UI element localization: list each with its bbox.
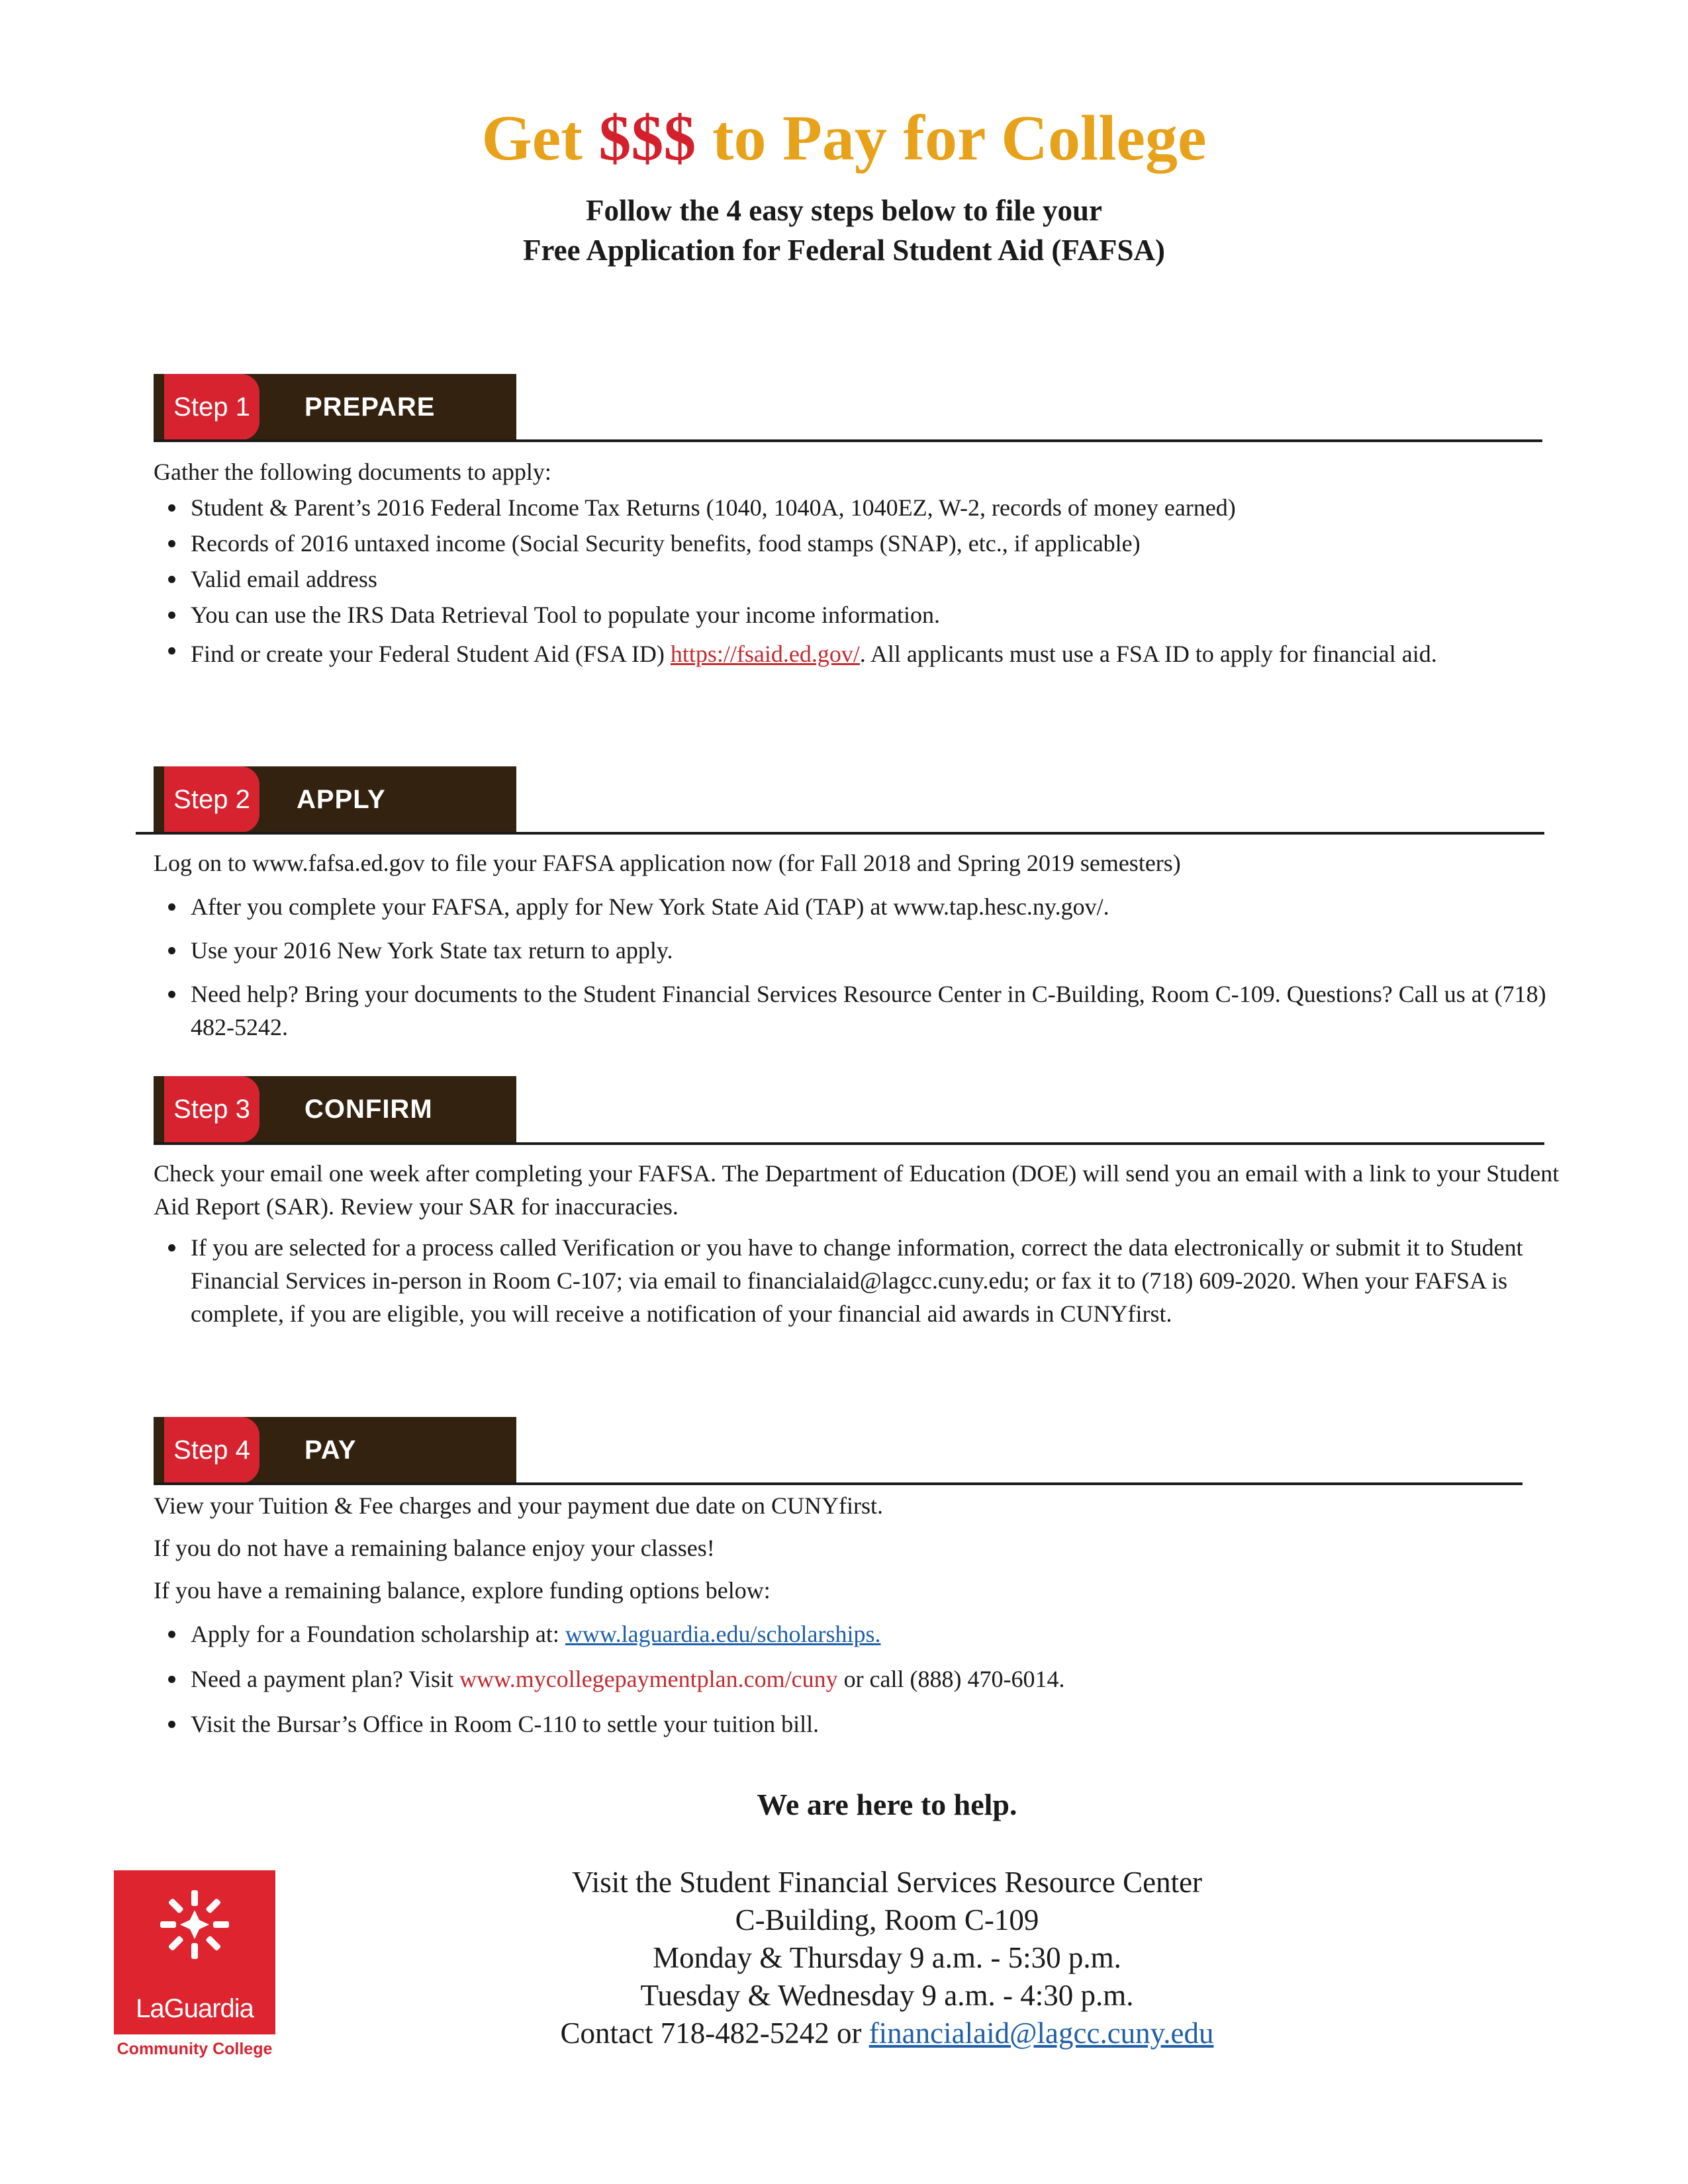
- step-1-content: [154, 455, 1590, 674]
- step-1-rule: [154, 439, 1542, 442]
- list-item: You can use the IRS Data Retrieval Tool to populate your income information.: [154, 598, 1590, 631]
- logo-subtitle: Community College: [117, 2040, 273, 2058]
- contact-line-4: Tuesday & Wednesday 9 a.m. - 4:30 p.m.: [640, 1979, 1134, 2012]
- step-2-tab: Step 2: [164, 766, 259, 833]
- step-3-name: CONFIRM: [305, 1094, 433, 1124]
- logo-name: LaGuardia: [136, 1994, 254, 2023]
- list-item: Valid email address: [154, 563, 1590, 596]
- step-4-line-3: If you have a remaining balance, explore funding options below:: [154, 1577, 771, 1604]
- subtitle-line-2: Free Application for Federal Student Aid (FAFSA): [523, 234, 1165, 267]
- contact-line-1: Visit the Student Financial Services Resource Center: [571, 1866, 1203, 1899]
- step-2-rule: [136, 832, 1544, 835]
- step-4-line-2: If you do not have a remaining balance enjoy your classes!: [154, 1535, 715, 1561]
- payment-text-after: or call (888) 470-6014.: [837, 1666, 1065, 1692]
- contact-line-5: [424, 2015, 1350, 2052]
- step-4-header: [154, 1417, 516, 1483]
- step-3-header: [154, 1076, 516, 1142]
- title-after: to Pay for College: [696, 103, 1207, 174]
- scholarship-text: Apply for a Foundation scholarship at:: [191, 1621, 565, 1647]
- help-title: We are here to help.: [757, 1788, 1017, 1821]
- contact-line-2: C-Building, Room C-109: [735, 1903, 1039, 1936]
- step-2-header: [154, 766, 516, 833]
- list-item: Need help? Bring your documents to the Student Financial Services Resource Center in C-Building, Room C-109. Questions? Call us at (718) 482-5242.: [154, 978, 1590, 1044]
- laguardia-logo: [114, 1870, 275, 2034]
- step-3-content: [154, 1157, 1570, 1330]
- step-4-rule: [154, 1482, 1523, 1485]
- step-4-line-1: View your Tuition & Fee charges and your payment due date on CUNYfirst.: [154, 1492, 884, 1519]
- title-money: $$$: [598, 103, 696, 174]
- fsa-bullet-text: Find or create your Federal Student Aid (FSA ID): [191, 641, 671, 667]
- list-item: Student & Parent’s 2016 Federal Income Tax Returns (1040, 1040A, 1040EZ, W-2, records of money earned): [154, 491, 1590, 524]
- step-3-rule: [154, 1142, 1544, 1145]
- subtitle-line-1: Follow the 4 easy steps below to file your: [586, 194, 1102, 227]
- list-item: [154, 1662, 1590, 1696]
- list-item: Use your 2016 New York State tax return to apply.: [154, 934, 1590, 967]
- step-1-tab: Step 1: [164, 374, 259, 440]
- list-item: Records of 2016 untaxed income (Social Security benefits, food stamps (SNAP), etc., if applicable): [154, 527, 1590, 560]
- contact-email-link[interactable]: financialaid@lagcc.cuny.edu: [868, 2017, 1214, 2050]
- step-4-name: PAY: [305, 1435, 357, 1465]
- list-item: If you are selected for a process called Verification or you have to change information, correct the data electronically or submit it to Student Financial Services in-person in Room C-107; via email to financialaid@lagcc.cuny.edu; or fax it to (718) 609-2020. When your FAFSA is complete, if you are eligible, you will receive a notification of your financial aid awards in CUNYfirst.: [154, 1231, 1570, 1330]
- step-4-content: [154, 1489, 1590, 1741]
- step-4-tab: Step 4: [164, 1417, 259, 1483]
- fsaid-link[interactable]: https://fsaid.ed.gov/: [670, 641, 860, 667]
- fsa-bullet-text-after: . All applicants must use a FSA ID to apply for financial aid.: [859, 641, 1437, 667]
- payment-text: Need a payment plan? Visit: [191, 1666, 460, 1692]
- contact-block: [424, 1864, 1350, 2052]
- step-2-intro: Log on to www.fafsa.ed.gov to file your FAFSA application now (for Fall 2018 and Spring 2019 semesters): [154, 850, 1181, 876]
- step-1-intro: Gather the following documents to apply:: [154, 459, 551, 485]
- payment-plan-link[interactable]: www.mycollegepaymentplan.com/cuny: [459, 1666, 838, 1692]
- page-title: [0, 103, 1688, 174]
- step-2-content: [154, 846, 1590, 1044]
- list-item: Visit the Bursar’s Office in Room C-110 to settle your tuition bill.: [154, 1707, 1590, 1741]
- scholarship-link[interactable]: www.laguardia.edu/scholarships.: [565, 1621, 881, 1647]
- step-3-intro: Check your email one week after completing your FAFSA. The Department of Education (DOE) will send you an email with a link to your Student Aid Report (SAR). Review your SAR for inaccuracies.: [154, 1160, 1560, 1220]
- list-item: After you complete your FAFSA, apply for New York State Aid (TAP) at www.tap.hesc.ny.gov/.: [154, 890, 1590, 923]
- contact-line-3: Monday & Thursday 9 a.m. - 5:30 p.m.: [653, 1941, 1121, 1974]
- title-before: Get: [481, 103, 599, 174]
- step-1-name: PREPARE: [305, 392, 436, 422]
- step-2-name: APPLY: [297, 784, 386, 814]
- step-1-header: [154, 374, 516, 440]
- step-3-tab: Step 3: [164, 1076, 259, 1142]
- list-item: [154, 1617, 1590, 1651]
- list-item: [154, 634, 1590, 674]
- contact-text: Contact 718-482-5242 or: [560, 2017, 869, 2050]
